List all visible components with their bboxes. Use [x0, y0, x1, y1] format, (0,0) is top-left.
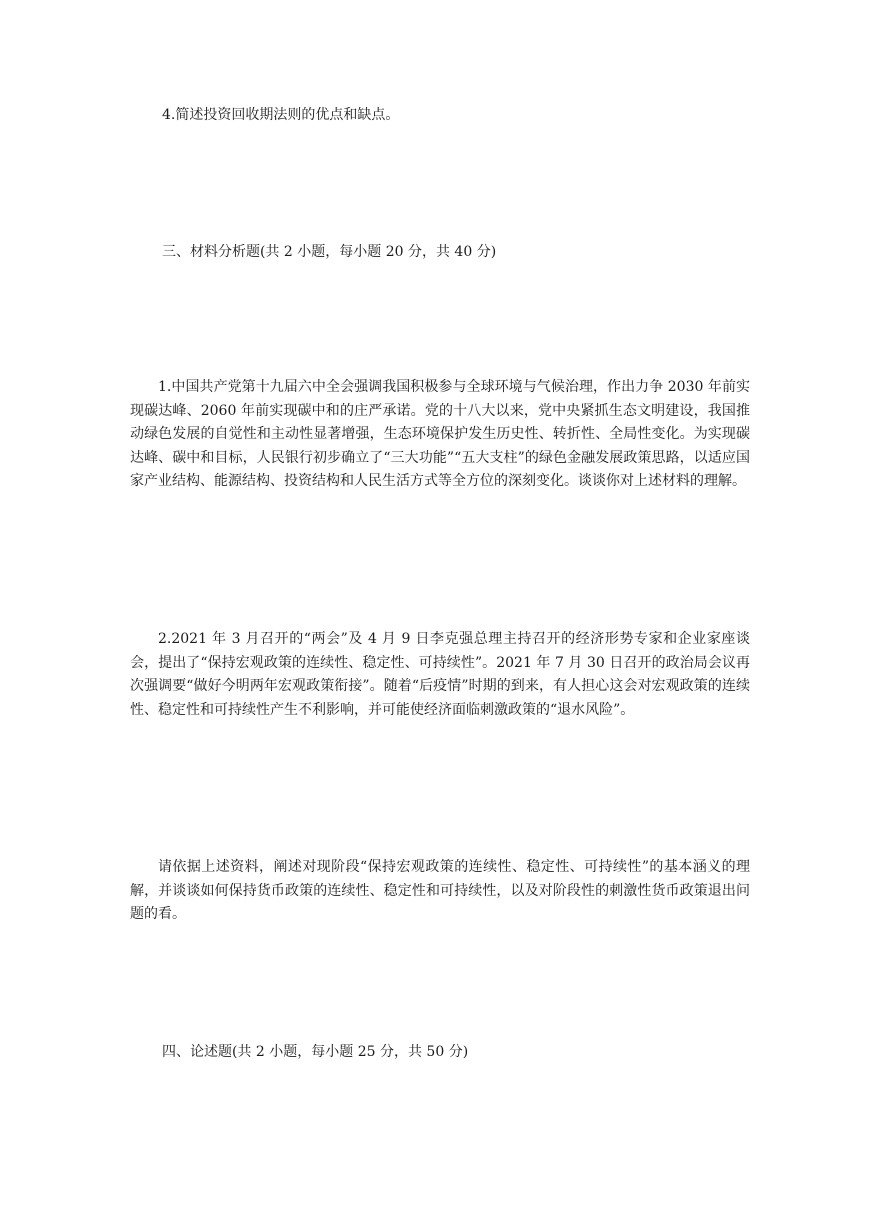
material-1-text: 1.中国共产党第十九届六中全会强调我国积极参与全球环境与气候治理，作出力争 2030 年前实现碳达峰、2060 年前实现碳中和的庄严承诺。党的十八大以来，党中央紧抓生态文明建设，我国推动绿色发展的自觉性和主动性显著增强，生态环境保护发生历史性、转折性、全局性变化。为实现碳达峰、碳中和目标，人民银行初步确立了“三大功能”“五大支柱”的绿色金融发展政策思路，以适应国家产业结构、能源结构、投资结构和人民生活方式等全方位的深刻变化。谈谈你对上述材料的理解。	[130, 379, 750, 489]
material-2-question: 请依据上述资料，阐述对现阶段“保持宏观政策的连续性、稳定性、可持续性”的基本涵义的理解，并谈谈如何保持货币政策的连续性、稳定性和可持续性，以及对阶段性的刺激性货币政策退出问题的看。	[130, 859, 750, 922]
question-4-text: 4.简述投资回收期法则的优点和缺点。	[162, 107, 400, 123]
section-4-heading: 四、论述题(共 2 小题，每小题 25 分，共 50 分)	[162, 1044, 469, 1060]
section-3-heading: 三、材料分析题(共 2 小题，每小题 20 分，共 40 分)	[162, 244, 497, 260]
material-2-text: 2.2021 年 3 月召开的“两会”及 4 月 9 日李克强总理主持召开的经济形势专家和企业家座谈会，提出了“保持宏观政策的连续性、稳定性、可持续性”。2021 年 7 月 30 日召开的政治局会议再次强调要“做好今明两年宏观政策衔接”。随着“后疫情”时期的到来，有人担心这会对宏观政策的连续性、稳定性和可持续性产生不利影响，并可能使经济面临刺激政策的“退水风险”。	[130, 631, 750, 718]
